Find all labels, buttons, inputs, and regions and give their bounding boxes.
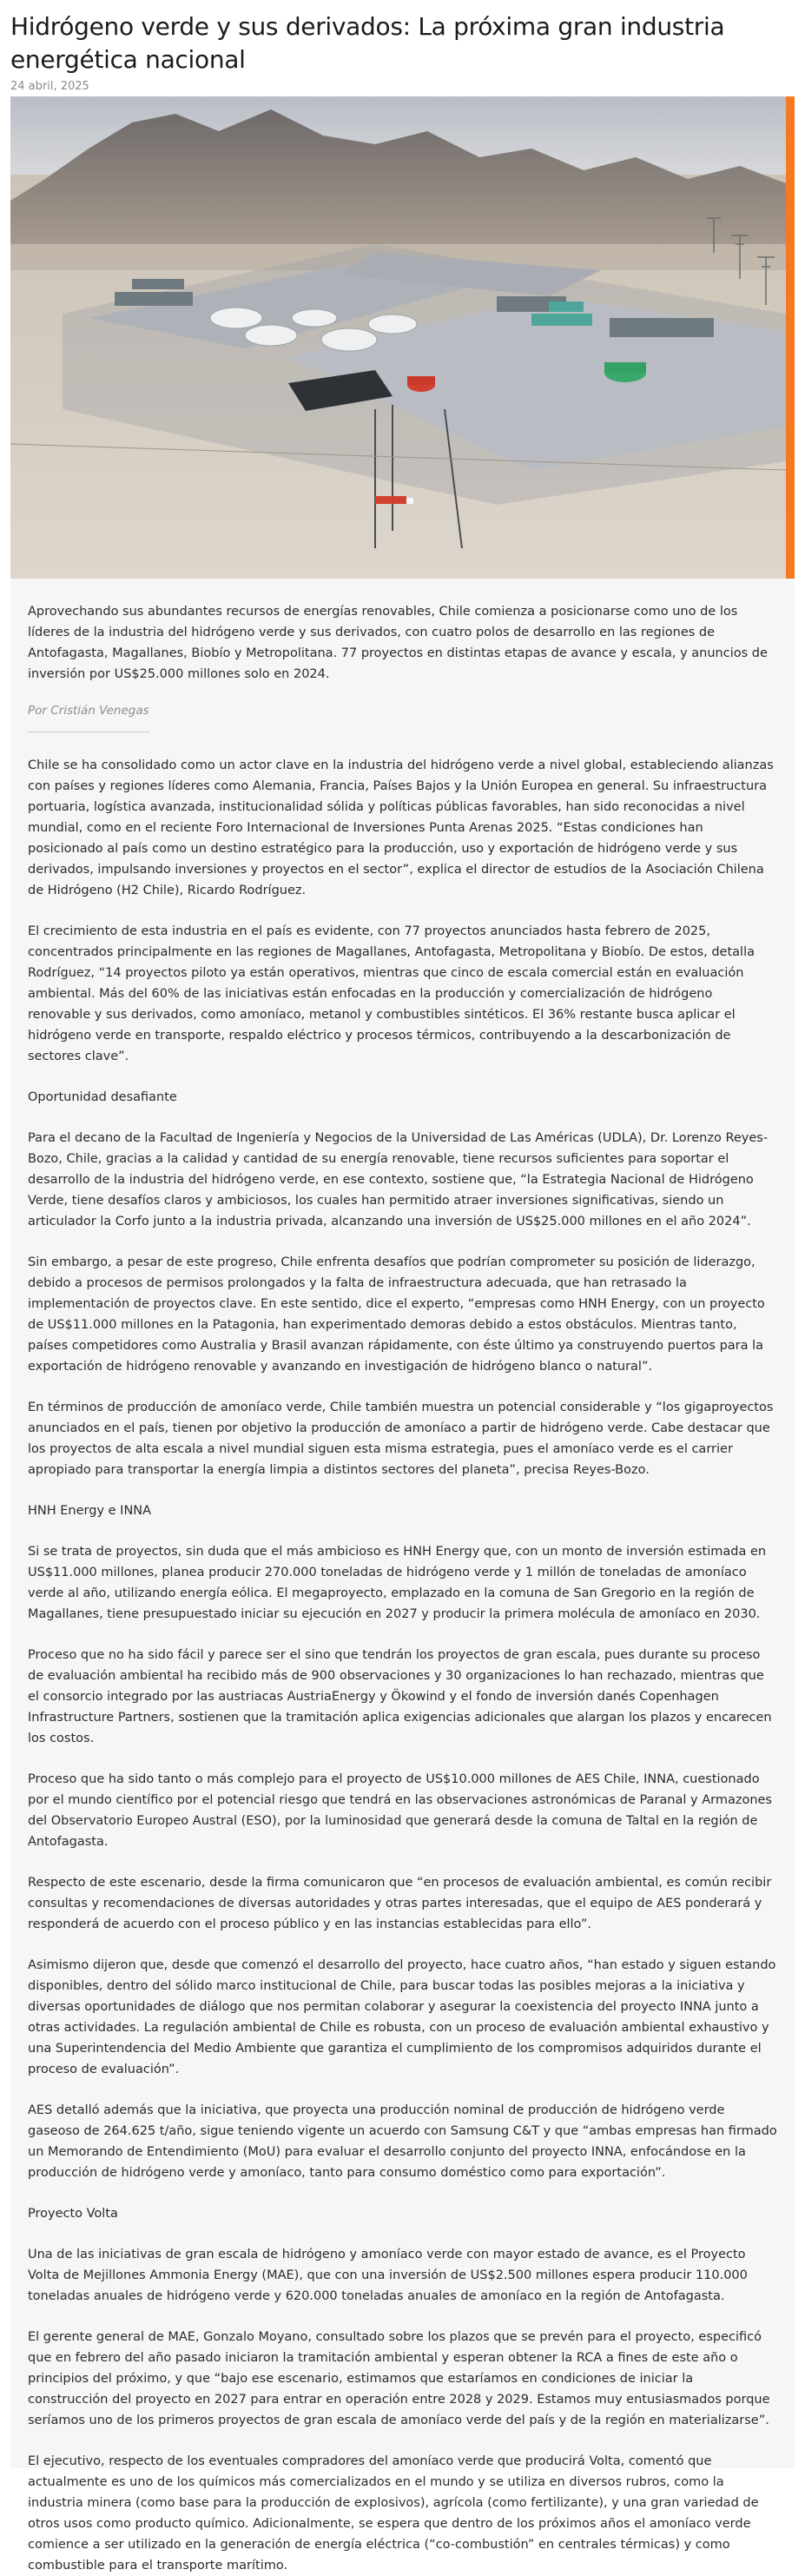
article-paragraph: El gerente general de MAE, Gonzalo Moyano, consultado sobre los plazos que se prevén para el proyecto, especificó que en febrero del año pasado iniciaron la tramitación ambiental y esperan obtener la RCA a fines de este año o principios del próximo, y que “bajo ese escenario, estimamos que estaríamos en condiciones de iniciar la construcción del proyecto en 2027 para entrar en operación entre 2028 y 2029. Estamos muy entusiasmados porque seríamos uno de los primeros proyectos de gran escala de amoníaco verde del país y de la región en materializarse”. <box>28 2330 770 2427</box>
article-date: 24 abril, 2025 <box>10 80 89 93</box>
hero-image <box>10 96 786 579</box>
article-paragraph: Para el decano de la Facultad de Ingeniería y Negocios de la Universidad de Las Américas (UDLA), Dr. Lorenzo Reyes-Bozo, Chile, gracias a la calidad y cantidad de su energía renovable, tiene recursos suficientes para soportar el desarrollo de la industria del hidrógeno verde, en ese contexto, sostiene que, “la Estrategia Nacional de Hidrógeno Verde, tiene desafíos claros y ambiciosos, los cuales han permitido atraer inversiones significativas, siendo un articulador la Corfo junto a la industria privada, alcanzando una inversión de US$25.000 millones en el año 2024”. <box>28 1131 769 1228</box>
accent-bar <box>786 96 795 579</box>
article-paragraph: Sin embargo, a pesar de este progreso, Chile enfrenta desafíos que podrían comprometer su posición de liderazgo, debido a procesos de permisos prolongados y la falta de infraestructura adecuada, que han retrasado la implementación de proyectos clave. En este sentido, dice el experto, “empresas como HNH Energy, con un proyecto de US$11.000 millones en la Patagonia, han experimentado demoras debido a estos obstáculos. Mientras tanto, países competidores como Australia y Brasil avanzan rápidamente, con éste último ya construyendo puertos para la exportación de hidrógeno renovable y avanzando en investigación de hidrógeno blanco o natural”. <box>28 1255 765 1374</box>
article-paragraph: Una de las iniciativas de gran escala de hidrógeno y amoníaco verde con mayor estado de avance, es el Proyecto Volta de Mejillones Ammonia Energy (MAE), que con una inversión de US$2.500 millones espera producir 110.000 toneladas anuales de hidrógeno verde y 620.000 toneladas anuales de amoníaco en la región de Antofagasta. <box>28 2248 748 2303</box>
article-paragraph: El ejecutivo, respecto de los eventuales compradores del amoníaco verde que producirá Volta, comentó que actualmente es uno de los químicos más comercializados en el mundo y se utiliza en diversos rubros, como la industria minera (como base para la producción de explosivos), agrícola (como fertilizante), y una gran variedad de otros usos como producto químico. Adicionalmente, se espera que dentro de los próximos años el amoníaco verde comience a ser utilizado en la generación de energía eléctrica (“co-combustión” en centrales térmicas) y como combustible para el transporte marítimo. <box>28 2454 759 2573</box>
section-heading: Oportunidad desafiante <box>28 1090 177 1104</box>
article-paragraph: AES detalló además que la iniciativa, que proyecta una producción nominal de producción de hidrógeno verde gaseoso de 264.625 t/año, sigue teniendo vigente un acuerdo con Samsung C&T y que “ambas empresas han firmado un Memorando de Entendimiento (MoU) para evaluar el desarrollo conjunto del proyecto INNA, enfocándose en la producción de hidrógeno verde y amoníaco, tanto para consumo doméstico como para exportación”. <box>28 2103 777 2180</box>
article-paragraph: Proceso que no ha sido fácil y parece ser el sino que tendrán los proyectos de gran escala, pues durante su proceso de evaluación ambiental ha recibido más de 900 observaciones y 30 organizaciones lo han rechazado, mientras que el consorcio integrado por las austriacas AustriaEnergy y Ökowind y el fondo de inversión danés Copenhagen Infrastructure Partners, sostienen que la tramitación aplica exigencias adicionales que alargan los plazos y encarecen los costos. <box>28 1648 772 1745</box>
article-header <box>0 0 805 93</box>
article-body <box>10 579 795 2573</box>
article-title: Hidrógeno verde y sus derivados: La próxima gran industria energética nacional <box>10 12 725 74</box>
article-paragraph: Si se trata de proyectos, sin duda que el más ambicioso es HNH Energy que, con un monto de inversión estimada en US$11.000 millones, planea producir 270.000 toneladas de hidrógeno verde y 1 millón de toneladas de amoníaco verde al año, utilizando energía eólica. El megaproyecto, emplazado en la comuna de San Gregorio en la región de Magallanes, tiene presupuestado iniciar su ejecución en 2027 y producir la primera molécula de amoníaco en 2030. <box>28 1545 767 1621</box>
article-paragraph: Asimismo dijeron que, desde que comenzó el desarrollo del proyecto, hace cuatro años, “han estado y siguen estando disponibles, dentro del sólido marco institucional de Chile, para buscar todas las posibles mejoras a la iniciativa y diversas oportunidades de diálogo que nos permitan colaborar y asegurar la coexistencia del proyecto INNA junto a otras actividades. La regulación ambiental de Chile es robusta, con un proceso de evaluación ambiental exhaustivo y una Superintendencia del Medio Ambiente que garantiza el cumplimiento de los compromisos adquiridos durante el proceso de evaluación”. <box>28 1958 776 2076</box>
article-paragraph: Chile se ha consolidado como un actor clave en la industria del hidrógeno verde a nivel global, estableciendo alianzas con países y regiones líderes como Alemania, Francia, Países Bajos y la Unión Europea en general. Su infraestructura portuaria, logística avanzada, institucionalidad sólida y políticas públicas favorables, han sido reconocidas a nivel mundial, como en el reciente Foro Internacional de Inversiones Punta Arenas 2025. “Estas condiciones han posicionado al país como un destino estratégico para la producción, uso y exportación de hidrógeno verde y sus derivados, impulsando inversiones y proyectos en el sector”, explica el director de estudios de la Asociación Chilena de Hidrógeno (H2 Chile), Ricardo Rodríguez. <box>28 758 774 897</box>
section-heading: Proyecto Volta <box>28 2207 118 2221</box>
hero-image-container <box>10 96 795 579</box>
article-paragraph: En términos de producción de amoníaco verde, Chile también muestra un potencial considerable y “los gigaproyectos anunciados en el país, tienen por objetivo la producción de amoníaco a partir de hidrógeno verde. Cabe destacar que los proyectos de alta escala a nivel mundial siguen esta misma estrategia, pues el amoníaco verde es el carrier apropiado para transportar la energía limpia a distintos sectores del planeta”, precisa Reyes-Bozo. <box>28 1401 774 1477</box>
article-byline: Por Cristián Venegas <box>28 704 149 718</box>
article-paragraph: El crecimiento de esta industria en el país es evidente, con 77 proyectos anunciados hasta febrero de 2025, concentrados principalmente en las regiones de Magallanes, Antofagasta, Metropolitana y Biobío. De estos, detalla Rodríguez, “14 proyectos piloto ya están operativos, mientras que cinco de escala comercial están en evaluación ambiental. Más del 60% de las iniciativas están enfocadas en la producción y comercialización de hidrógeno renovable y sus derivados, como amoníaco, metanol y combustibles sintéticos. El 36% restante busca aplicar el hidrógeno verde en transporte, respaldo eléctrico y procesos térmicos, contribuyendo a la descarbonización de sectores clave”. <box>28 924 755 1063</box>
article-paragraph: Proceso que ha sido tanto o más complejo para el proyecto de US$10.000 millones de AES Chile, INNA, cuestionado por el mundo científico por el potencial riesgo que tendrá en las observaciones astronómicas de Paranal y Armazones del Observatorio Europeo Austral (ESO), por la luminosidad que generará desde la comuna de Taltal en la región de Antofagasta. <box>28 1772 772 1849</box>
section-heading: HNH Energy e INNA <box>28 1504 152 1518</box>
article-paragraph: Respecto de este escenario, desde la firma comunicaron que “en procesos de evaluación ambiental, es común recibir consultas y recomendaciones de diversas autoridades y otras partes interesadas, que el equipo de AES ponderará y responderá de acuerdo con el proceso público y en las instancias establecidas para ello”. <box>28 1876 772 1931</box>
article-content <box>28 755 777 2576</box>
article-lead: Aprovechando sus abundantes recursos de energías renovables, Chile comienza a posicionarse como uno de los líderes de la industria del hidrógeno verde y sus derivados, con cuatro polos de desarrollo en las regiones de Antofagasta, Magallanes, Biobío y Metropolitana. 77 proyectos en distintas etapas de avance y escala, y anuncios de inversión por US$25.000 millones solo en 2024. <box>28 605 768 681</box>
